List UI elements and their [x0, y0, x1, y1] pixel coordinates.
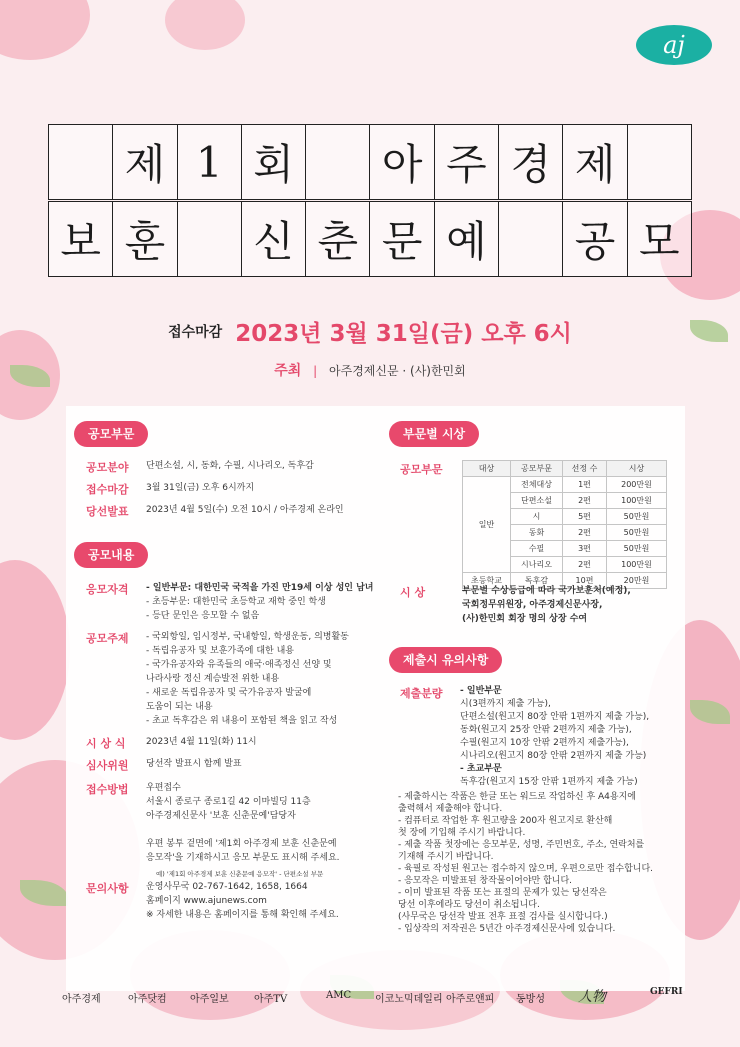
ceremony-value: 2023년 4월 11일(화) 11시: [146, 737, 257, 747]
awards-header: 시상: [607, 461, 667, 477]
title-cell: 모: [627, 202, 692, 276]
submission-lines: [460, 685, 649, 789]
text-line: - 국가유공자와 유족들의 애국·애족정신 선양 및: [146, 660, 332, 670]
footer-brand: 아주로앤피: [446, 994, 495, 1005]
text-line: - 입상작의 저작권은 5년간 아주경제신문사에 있습니다.: [398, 924, 616, 934]
text-line: 수필(원고지 10장 안팎 2편까지 제출가능),: [460, 738, 629, 748]
text-line: 운영사무국 02-767-1642, 1658, 1664: [146, 882, 308, 892]
text-line: 동화(원고지 25장 안팎 2편까지 제출 가능),: [460, 725, 632, 735]
title-cell: 제: [562, 125, 626, 199]
prize-key: 시 상: [400, 586, 426, 599]
text-line: 단편소설(원고지 80장 안팎 1편까지 제출 가능),: [460, 712, 650, 722]
footer-brand: 아주일보: [190, 994, 229, 1005]
text-line: 우편접수: [146, 783, 181, 793]
title-cell: 1: [177, 125, 241, 199]
awards-header: 공모부문: [511, 461, 563, 477]
title-cell: 공: [562, 202, 626, 276]
method-lines: [146, 781, 340, 865]
host-value: 아주경제신문 · (사)한민회: [329, 364, 466, 378]
flower-decoration: [165, 0, 245, 50]
deadline-label: 접수마감: [168, 324, 223, 341]
announce-value: 2023년 4월 5일(수) 오전 10시 / 아주경제 온라인: [146, 505, 344, 515]
announce-key: 당선발표: [86, 505, 129, 518]
awards-cell: 초등학교: [463, 573, 511, 589]
reception-value: 3월 31일(금) 오후 6시까지: [146, 483, 255, 493]
host-label: 주최: [274, 363, 302, 379]
text-line: 응모작'을 기재하시고 응모 부문도 표시해 주세요.: [146, 853, 340, 863]
awards-group-cell: 일반: [463, 477, 511, 573]
text-line: 부문별 수상등급에 따라 국가보훈처(예정),: [462, 586, 631, 596]
title-cell: [305, 125, 369, 199]
title-cell: [627, 125, 692, 199]
text-line: (사무국은 당선작 발표 전후 표절 검사를 실시합니다.): [398, 912, 608, 922]
field-key: 공모분야: [86, 461, 129, 474]
title-cell: 훈: [112, 202, 176, 276]
footer-brand: 아주경제: [62, 994, 101, 1005]
deadline-line: [0, 315, 740, 348]
title-cell: 춘: [305, 202, 369, 276]
section-bumunbyeol-sisang: 부문별 시상: [389, 421, 479, 447]
text-line: - 제출 작품 첫장에는 응모부문, 성명, 주민번호, 주소, 연락처를: [398, 840, 645, 850]
awards-cell: 100만원: [607, 493, 667, 509]
contact-key: 문의사항: [86, 882, 129, 895]
title-grid-row-2: [48, 201, 692, 277]
awards-cell: 3편: [563, 541, 607, 557]
title-cell: [498, 202, 562, 276]
eligibility-lines: [146, 581, 374, 623]
host-line: [0, 360, 740, 380]
awards-cell: 1편: [563, 477, 607, 493]
footer-brand: 아주TV: [254, 994, 288, 1005]
title-cell: 문: [369, 202, 433, 276]
text-line: - 국외항일, 임시정부, 국내항일, 학생운동, 의병활동: [146, 632, 349, 642]
text-line: 우편 봉투 겉면에 '제1회 아주경제 보훈 신춘문예: [146, 839, 337, 849]
text-line: 아주경제신문사 '보훈 신춘문예'담당자: [146, 811, 296, 821]
awards-header: 선정 수: [563, 461, 607, 477]
text-line: (사)한민회 회장 명의 상장 수여: [462, 614, 588, 624]
awards-cell: 동화: [511, 525, 563, 541]
awards-cell: 10편: [563, 573, 607, 589]
awards-cell: 전체대상: [511, 477, 563, 493]
host-divider: |: [313, 364, 318, 378]
awards-cell: 50만원: [607, 525, 667, 541]
section-gongmo-bumun: 공모부문: [74, 421, 148, 447]
text-line: - 초교 독후감은 위 내용이 포함된 책을 읽고 작성: [146, 716, 338, 726]
text-line: 시나리오(원고지 80장 안팎 2편까지 제출 가능): [460, 751, 647, 761]
text-line: ※ 자세한 내용은 홈페이지를 통해 확인해 주세요.: [146, 910, 339, 920]
title-cell: 주: [434, 125, 498, 199]
text-line: - 일반부문: [460, 686, 502, 696]
footer-brand: 이코노믹데일리: [375, 994, 443, 1005]
text-line: 나라사랑 정신 계승발전 위한 내용: [146, 674, 280, 684]
footer-brand: GEFRI: [650, 987, 683, 997]
notes-list: [398, 791, 653, 935]
text-line: - 새로운 독립유공자 및 국가유공자 발굴에: [146, 688, 312, 698]
method-key: 접수방법: [86, 783, 129, 796]
text-line: 시(3편까지 제출 가능),: [460, 699, 551, 709]
awards-cell: 2편: [563, 525, 607, 541]
section-gongmo-naeyong: 공모내용: [74, 542, 148, 568]
footer-brand: 아주닷컴: [128, 994, 167, 1005]
awards-cell: 20만원: [607, 573, 667, 589]
text-line: [146, 823, 340, 837]
awards-cell: 독후감: [511, 573, 563, 589]
text-line: - 이미 발표된 작품 또는 표절의 문제가 있는 당선작은: [398, 888, 607, 898]
title-cell: [48, 125, 112, 199]
text-line: 독후감(원고지 15장 안팎 1편까지 제출 가능): [460, 777, 638, 787]
deadline-value: 2023년 3월 31일(금) 오후 6시: [235, 321, 572, 347]
awards-cell: 2편: [563, 493, 607, 509]
text-line: - 등단 문인은 응모할 수 없음: [146, 611, 260, 621]
awards-cell: 수필: [511, 541, 563, 557]
footer-brand: 人物: [578, 989, 606, 1005]
contact-lines: [146, 880, 339, 922]
eligibility-key: 응모자격: [86, 583, 129, 596]
aj-logo-icon: [635, 22, 713, 68]
text-line: 홈페이지 www.ajunews.com: [146, 896, 267, 906]
awards-cell: 50만원: [607, 541, 667, 557]
title-cell: 예: [434, 202, 498, 276]
text-line: 당선 이후에라도 당선이 취소됩니다.: [398, 900, 540, 910]
flower-decoration: [0, 0, 90, 60]
title-grid-row-1: [48, 124, 692, 200]
text-line: 출력해서 제출해야 합니다.: [398, 804, 503, 814]
section-jechul-yuui: 제출시 유의사항: [389, 647, 502, 673]
flower-decoration: [0, 560, 70, 740]
title-cell: 아: [369, 125, 433, 199]
svg-text:aj: aj: [663, 31, 685, 59]
awards-cell: 2편: [563, 557, 607, 573]
ceremony-key: 시 상 식: [86, 737, 126, 750]
judges-key: 심사위원: [86, 759, 129, 772]
title-cell: 회: [241, 125, 305, 199]
title-cell: 보: [48, 202, 112, 276]
awards-key: 공모부문: [400, 463, 443, 476]
submission-key: 제출분량: [400, 687, 443, 700]
awards-row: [463, 477, 667, 493]
text-line: - 제출하시는 작품은 한글 또는 워드로 작업하신 후 A4용지에: [398, 792, 636, 802]
awards-cell: 50만원: [607, 509, 667, 525]
field-value: 단편소설, 시, 동화, 수필, 시나리오, 독후감: [146, 461, 314, 471]
awards-cell: 단편소설: [511, 493, 563, 509]
text-line: 기재해 주시기 바랍니다.: [398, 852, 494, 862]
text-line: 서울시 종로구 종로1길 42 이마빌딩 11층: [146, 797, 311, 807]
text-line: 도움이 되는 내용: [146, 702, 213, 712]
method-example: 예) '제1회 아주경제 보훈 신춘문예 응모작' - 단편소설 부문: [156, 870, 324, 878]
footer-brand: 동방성: [516, 994, 545, 1005]
text-line: 첫 장에 기입해 주시기 바랍니다.: [398, 828, 526, 838]
title-cell: [177, 202, 241, 276]
awards-cell: 시: [511, 509, 563, 525]
prize-lines: [462, 584, 631, 626]
awards-cell: 시나리오: [511, 557, 563, 573]
reception-key: 접수마감: [86, 483, 129, 496]
awards-header: 대상: [463, 461, 511, 477]
text-line: - 초교부문: [460, 764, 502, 774]
awards-cell: 5편: [563, 509, 607, 525]
theme-lines: [146, 630, 349, 728]
judges-value: 당선작 발표시 함께 발표: [146, 759, 242, 769]
text-line: - 일반부문: 대한민국 국적을 가진 만19세 이상 성인 남녀: [146, 583, 374, 593]
theme-key: 공모주제: [86, 632, 129, 645]
title-cell: 경: [498, 125, 562, 199]
text-line: - 육필로 작성된 원고는 접수하지 않으며, 우편으로만 접수합니다.: [398, 864, 654, 874]
text-line: 국회정무위원장, 아주경제신문사장,: [462, 600, 603, 610]
awards-cell: 100만원: [607, 557, 667, 573]
text-line: - 컴퓨터로 작업한 후 원고량을 200자 원고지로 환산해: [398, 816, 613, 826]
title-cell: 제: [112, 125, 176, 199]
text-line: - 독립유공자 및 보훈가족에 대한 내용: [146, 646, 294, 656]
footer-brand: AMC: [326, 990, 352, 1001]
text-line: - 초등부문: 대한민국 초등학교 재학 중인 학생: [146, 597, 326, 607]
title-cell: 신: [241, 202, 305, 276]
awards-cell: 200만원: [607, 477, 667, 493]
text-line: - 응모작은 미발표된 창작물이어야만 합니다.: [398, 876, 573, 886]
awards-table: [462, 460, 667, 589]
